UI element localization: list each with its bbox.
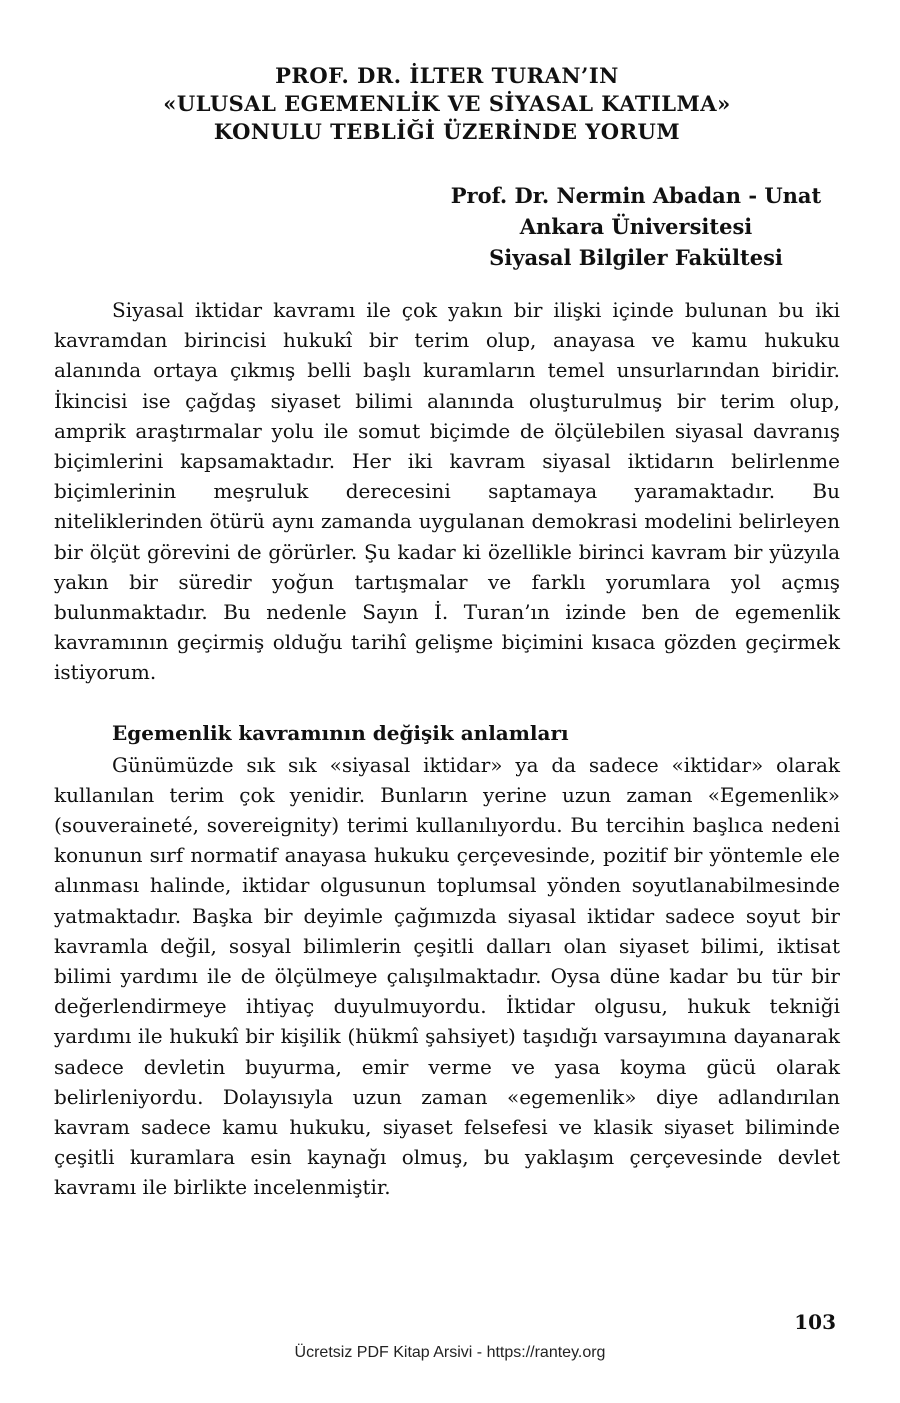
page-number: 103	[794, 1310, 836, 1334]
title-line-1: PROF. DR. İLTER TURAN’IN	[275, 63, 619, 88]
body-paragraph-1: Siyasal iktidar kavramı ile çok yakın bir ilişki içinde bulunan bu iki kavramdan birincisi hukukî bir terim olup, anayasa ve kamu hukuku alanında ortaya çıkmış belli başlı kuramların temel unsurlarından biridir. İkincisi ise çağdaş siyaset bilimi alanında oluşturulmuş bir terim olup, amprik araştırmalar yolu ile somut biçimde de ölçülebilen siyasal davranış biçimlerini kapsamaktadır. Her iki kavram siyasal iktidarın belirlenme biçimlerinin meşruluk derecesini saptamaya yaramaktadır. Bu niteliklerinden ötürü aynı zamanda uygulanan demokrasi modelini belirleyen bir ölçüt görevini de görürler. Şu kadar ki özellikle birinci kavram bir yüzyıla yakın bir süredir yoğun tartışmalar ve farklı yorumlara yol açmış bulunmaktadır. Bu nedenle Sayın İ. Turan’ın izinde ben de egemenlik kavramının geçirmiş olduğu tarihî gelişme biçimini kısaca gözden geçirmek istiyorum.	[54, 298, 840, 685]
document-title	[54, 62, 840, 146]
author-university: Ankara Üniversitesi	[519, 214, 753, 239]
author-faculty: Siyasal Bilgiler Fakültesi	[489, 245, 783, 270]
author-name: Prof. Dr. Nermin Abadan - Unat	[450, 183, 822, 208]
footer-watermark-text: Ücretsiz PDF Kitap Arsivi - https://rantey.org	[294, 1344, 606, 1361]
title-line-2: «ULUSAL EGEMENLİK VE SİYASAL KATILMA»	[163, 91, 731, 116]
section-heading: Egemenlik kavramının değişik anlamları	[112, 720, 569, 745]
title-line-3: KONULU TEBLİĞİ ÜZERİNDE YORUM	[213, 119, 681, 144]
document-page	[54, 62, 840, 1203]
author-block	[446, 180, 826, 273]
body-paragraph-2: Günümüzde sık sık «siyasal iktidar» ya da sadece «iktidar» olarak kullanılan terim çok yenidir. Bunların yerine uzun zaman «Egemenlik» (souveraineté, sovereignity) terimi kullanılıyordu. Bu tercihin başlıca nedeni konunun sırf normatif anayasa hukuku çerçevesinde, pozitif bir yöntemle ele alınması halinde, iktidar olgusunun toplumsal yönden soyutlanabilmesinde yatmaktadır. Başka bir deyimle çağımızda siyasal iktidar sadece soyut bir kavramla değil, sosyal bilimlerin çeşitli dalları olan siyaset bilimi, iktisat bilimi yardımı ile de ölçülmeye çalışılmaktadır. Oysa düne kadar bu tür bir değerlendirmeye ihtiyaç duyulmuyordu. İktidar olgusu, hukuk tekniği yardımı ile hukukî bir kişilik (hükmî şahsiyet) taşıdığı varsayımına dayanarak sadece devletin buyurma, emir verme ve yasa koyma gücü olarak belirleniyordu. Dolayısıyla uzun zaman «egemenlik» diye adlandırılan kavram sadece kamu hukuku, siyaset felsefesi ve klasik siyaset biliminde çeşitli kuramlara esin kaynağı olmuş, bu yaklaşım çerçevesinde devlet kavramı ile birlikte incelenmiştir.	[54, 752, 840, 1200]
